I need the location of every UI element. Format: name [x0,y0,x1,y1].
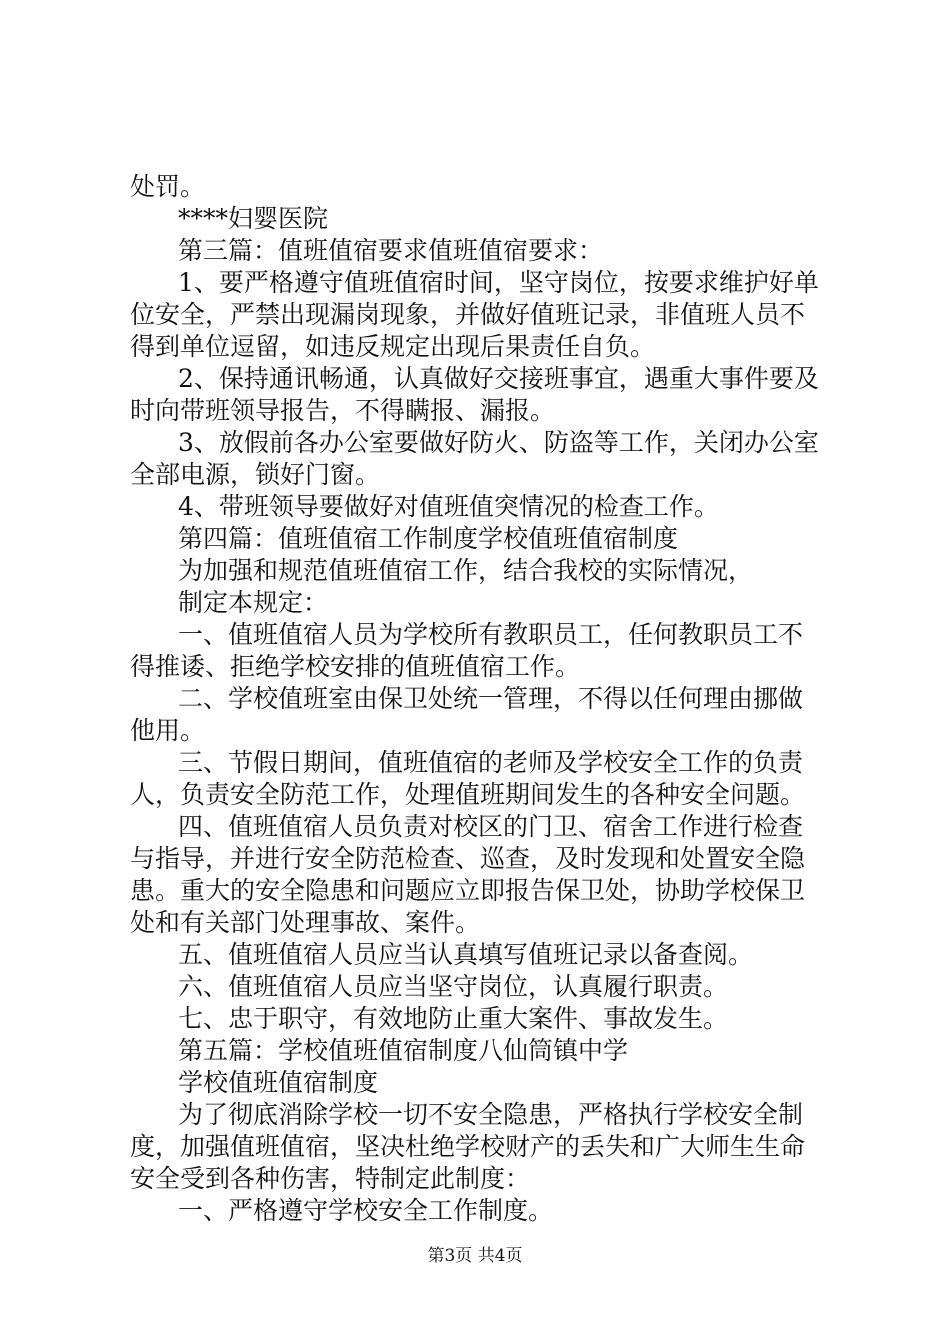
text-line-9: 3、放假前各办公室要做好防火、防盗等工作，关闭办公室 [178,428,819,457]
text-line-4: 1、要严格遵守值班值宿时间，坚守岗位，按要求维护好单 [178,268,819,297]
text-line-24: 处和有关部门处理事故、案件。 [130,908,481,937]
text-line-23: 患。重大的安全隐患和问题应立即报告保卫处，协助学校保卫 [130,876,806,905]
text-line-15: 一、值班值宿人员为学校所有教职员工，任何教职员工不 [178,620,804,649]
text-line-18: 他用。 [130,716,206,745]
text-line-5: 位安全，严禁出现漏岗现象，并做好值班记录，非值班人员不 [130,300,806,329]
text-line-27: 七、忠于职守，有效地防止重大案件、事故发生。 [178,1004,729,1033]
page-footer [0,1245,950,1267]
text-line-17: 二、学校值班室由保卫处统一管理，不得以任何理由挪做 [178,684,804,713]
text-line-30: 为了彻底消除学校一切不安全隐患，严格执行学校安全制 [178,1100,804,1129]
section-heading-5: 第五篇：学校值班值宿制度八仙筒镇中学 [178,1036,629,1065]
text-line-19: 三、节假日期间，值班值宿的老师及学校安全工作的负责 [178,748,804,777]
text-line-25: 五、值班值宿人员应当认真填写值班记录以备查阅。 [178,940,754,969]
text-line-20: 人，负责安全防范工作，处理值班期间发生的各种安全问题。 [130,780,806,809]
text-line-14: 制定本规定： [178,588,329,617]
text-line-11: 4、带班领导要做好对值班值突情况的检查工作。 [178,492,719,521]
text-line-8: 时向带班领导报告，不得瞒报、漏报。 [130,396,556,425]
text-line-26: 六、值班值宿人员应当坚守岗位，认真履行职责。 [178,972,729,1001]
text-line-29: 学校值班值宿制度 [178,1068,379,1097]
text-line-6: 得到单位逗留，如违反规定出现后果责任自负。 [130,332,656,361]
text-line-22: 与指导，并进行安全防范检查、巡查，及时发现和处置安全隐 [130,844,806,873]
text-line-16: 得推诿、拒绝学校安排的值班值宿工作。 [130,652,581,681]
text-line-21: 四、值班值宿人员负责对校区的门卫、宿舍工作进行检查 [178,812,804,841]
section-heading-4: 第四篇：值班值宿工作制度学校值班值宿制度 [178,524,679,553]
document-body [130,171,830,1227]
text-line-31: 度，加强值班值宿，坚决杜绝学校财产的丢失和广大师生生命 [130,1132,806,1161]
page-number-label: 第3页 共4页 [427,1246,523,1266]
text-line-13: 为加强和规范值班值宿工作，结合我校的实际情况， [178,556,754,585]
text-line-32: 安全受到各种伤害，特制定此制度： [130,1164,531,1193]
text-line-7: 2、保持通讯畅通，认真做好交接班事宜，遇重大事件要及 [178,364,819,393]
text-line-33: 一、严格遵守学校安全工作制度。 [178,1196,554,1225]
section-heading-3: 第三篇：值班值宿要求值班值宿要求： [178,236,604,265]
text-line-2: ****妇婴医院 [178,204,329,233]
text-line-10: 全部电源，锁好门窗。 [130,460,381,489]
text-line-1: 处罚。 [130,172,206,201]
